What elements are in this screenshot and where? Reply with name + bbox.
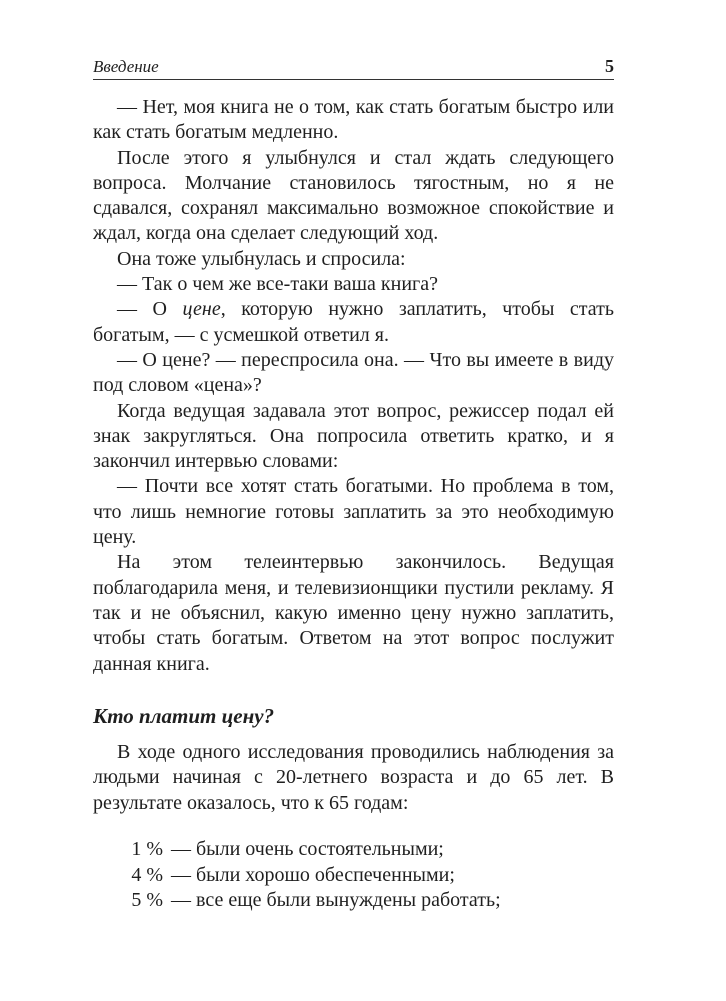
paragraph-2: После этого я улыбнулся и стал ждать следующего вопроса. Молчание становилось тягостным, но я не сдавался, сохранял максимально возможное спокойствие и ждал, когда она сделает следующий ход. bbox=[93, 146, 614, 245]
list-item bbox=[93, 888, 614, 914]
section-heading: Кто платит цену? bbox=[93, 704, 275, 728]
stat-percent: 5 % bbox=[131, 889, 163, 911]
paragraph-9: На этом телеинтервью закончилось. Ведущая поблагодарила меня, и телевизионщики пустили рекламу. Я так и не объяснил, какую именно цену нужно заплатить, чтобы стать богатым. Ответом на этот вопрос послужит данная книга. bbox=[93, 551, 614, 675]
paragraph-6: — О цене? — переспросила она. — Что вы имеете в виду под словом «цена»? bbox=[93, 348, 614, 397]
paragraph-8: — Почти все хотят стать богатыми. Но проблема в том, что лишь немногие готовы заплатить за это необходимую цену. bbox=[93, 475, 614, 549]
paragraph-5 bbox=[93, 297, 614, 348]
stat-text: были очень состоятельными; bbox=[196, 838, 444, 860]
paragraph-4: — Так о чем же все-таки ваша книга? bbox=[117, 273, 439, 296]
list-item bbox=[93, 837, 614, 863]
running-head-section-title: Введение bbox=[93, 57, 159, 76]
stat-dash: — bbox=[171, 863, 191, 886]
stat-percent: 4 % bbox=[131, 863, 163, 886]
list-item bbox=[93, 863, 614, 889]
stat-percent: 1 % bbox=[131, 838, 163, 860]
paragraph-3: Она тоже улыбнулась и спросила: bbox=[117, 247, 406, 270]
paragraph-5-end: , которую нужно заплатить, чтобы стать богатым, — с усмешкой ответил я. bbox=[93, 298, 614, 346]
running-head bbox=[93, 57, 614, 80]
main-text bbox=[93, 95, 614, 677]
emphasized-word: цене bbox=[182, 298, 221, 321]
stat-text: были хорошо обеспеченными; bbox=[196, 863, 455, 886]
stat-dash: — bbox=[171, 838, 191, 860]
stat-dash: — bbox=[171, 889, 191, 911]
paragraph-7: Когда ведущая задавала этот вопрос, режиссер подал ей знак закругляться. Она попросила ответить кратко, и я закончил интервью словами: bbox=[93, 399, 614, 473]
stat-text: все еще были вынуждены работать; bbox=[196, 889, 501, 911]
page-number: 5 bbox=[605, 56, 614, 76]
statistics-list bbox=[93, 837, 614, 914]
paragraph-1: — Нет, моя книга не о том, как стать богатым быстро или как стать богатым медленно. bbox=[93, 96, 614, 144]
paragraph-5-start: — О bbox=[117, 298, 183, 321]
section-intro-paragraph: В ходе одного исследования проводились наблюдения за людьми начиная с 20-летнего возраста и до 65 лет. В результате оказалось, что к 65 годам: bbox=[93, 741, 614, 814]
